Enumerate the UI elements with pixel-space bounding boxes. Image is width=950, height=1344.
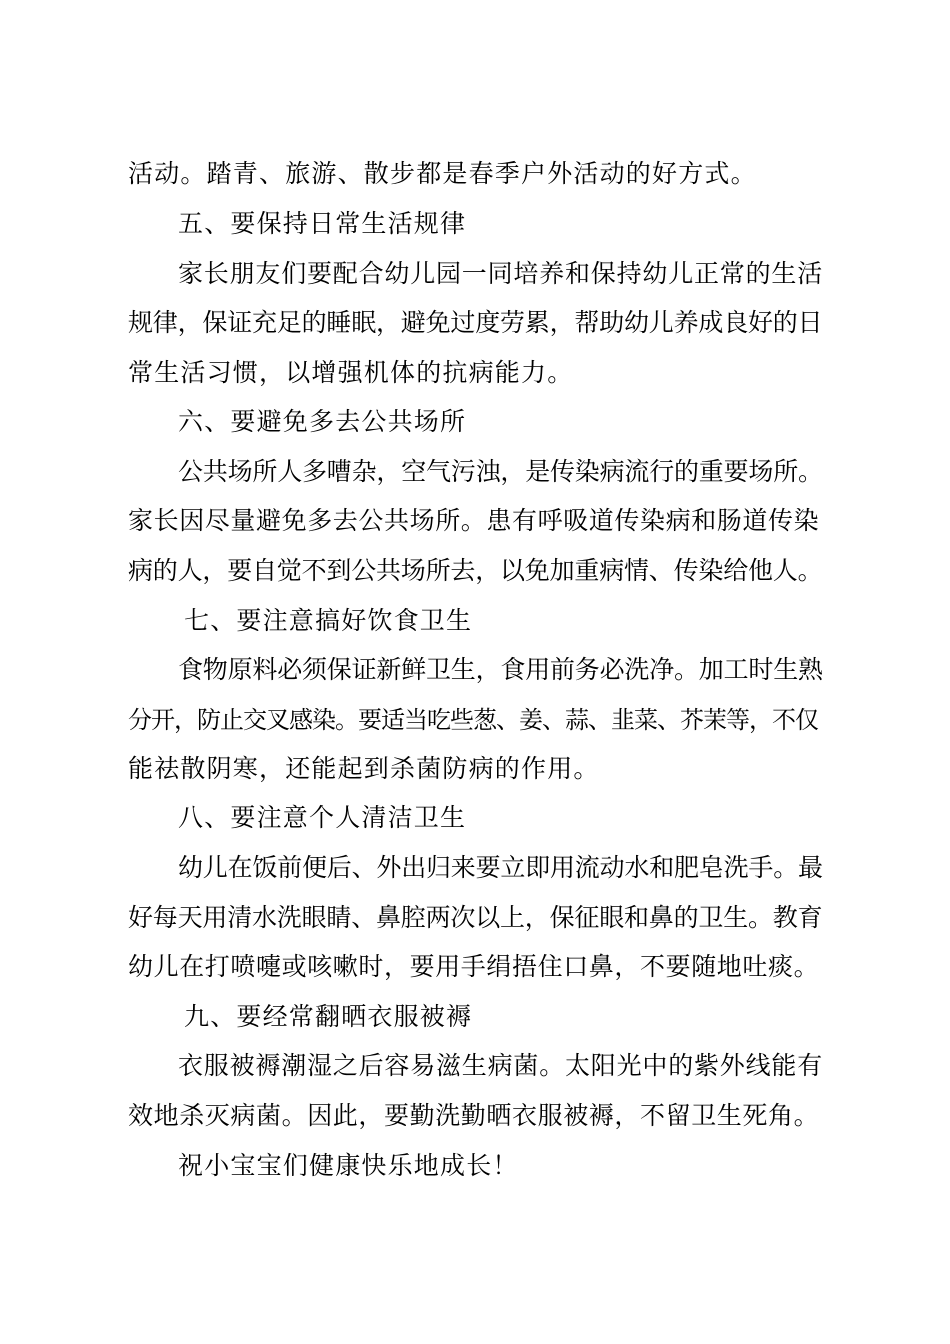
paragraph-line: 家长因尽量避免多去公共场所。患有呼吸道传染病和肠道传染: [128, 506, 820, 535]
paragraph-line: 公共场所人多嘈杂，空气污浊，是传染病流行的重要场所。: [178, 457, 823, 486]
paragraph-line: 幼儿在打喷嚏或咳嗽时，要用手绢捂住口鼻，不要随地吐痰。: [128, 952, 820, 981]
section-heading: 七、要注意搞好饮食卫生: [184, 606, 473, 635]
paragraph-line: 能祛散阴寒，还能起到杀菌防病的作用。: [128, 754, 600, 783]
paragraph-line: 常生活习惯，以增强机体的抗病能力。: [128, 358, 574, 387]
paragraph-line: 家长朋友们要配合幼儿园一同培养和保持幼儿正常的生活: [178, 259, 824, 288]
paragraph-line: 食物原料必须保证新鲜卫生，食用前务必洗净。加工时生熟: [178, 655, 823, 684]
section-heading: 六、要避免多去公共场所: [178, 407, 467, 436]
paragraph-line: 活动。踏青、旅游、散步都是春季户外活动的好方式。: [128, 159, 757, 188]
paragraph-line: 病的人，要自觉不到公共场所去，以免加重病情、传染给他人。: [128, 556, 823, 585]
paragraph-line: 分开，防止交叉感染。要适当吃些葱、姜、蒜、韭菜、芥茉等，不仅: [128, 706, 818, 734]
paragraph-line: 衣服被褥潮湿之后容易滋生病菌。太阳光中的紫外线能有: [178, 1051, 824, 1080]
section-heading: 九、要经常翻晒衣服被褥: [184, 1002, 473, 1031]
closing-line: 祝小宝宝们健康快乐地成长！: [178, 1151, 519, 1180]
paragraph-line: 幼儿在饭前便后、外出归来要立即用流动水和肥皂洗手。最: [178, 853, 823, 882]
paragraph-line: 好每天用清水洗眼睛、鼻腔两次以上，保征眼和鼻的卫生。教育: [128, 903, 823, 932]
section-heading: 五、要保持日常生活规律: [178, 209, 467, 238]
section-heading: 八、要注意个人清洁卫生: [178, 803, 467, 832]
paragraph-line: 效地杀灭病菌。因此，要勤洗勤晒衣服被褥，不留卫生死角。: [128, 1101, 820, 1130]
paragraph-line: 规律，保证充足的睡眠，避免过度劳累，帮助幼儿养成良好的日: [128, 308, 823, 337]
